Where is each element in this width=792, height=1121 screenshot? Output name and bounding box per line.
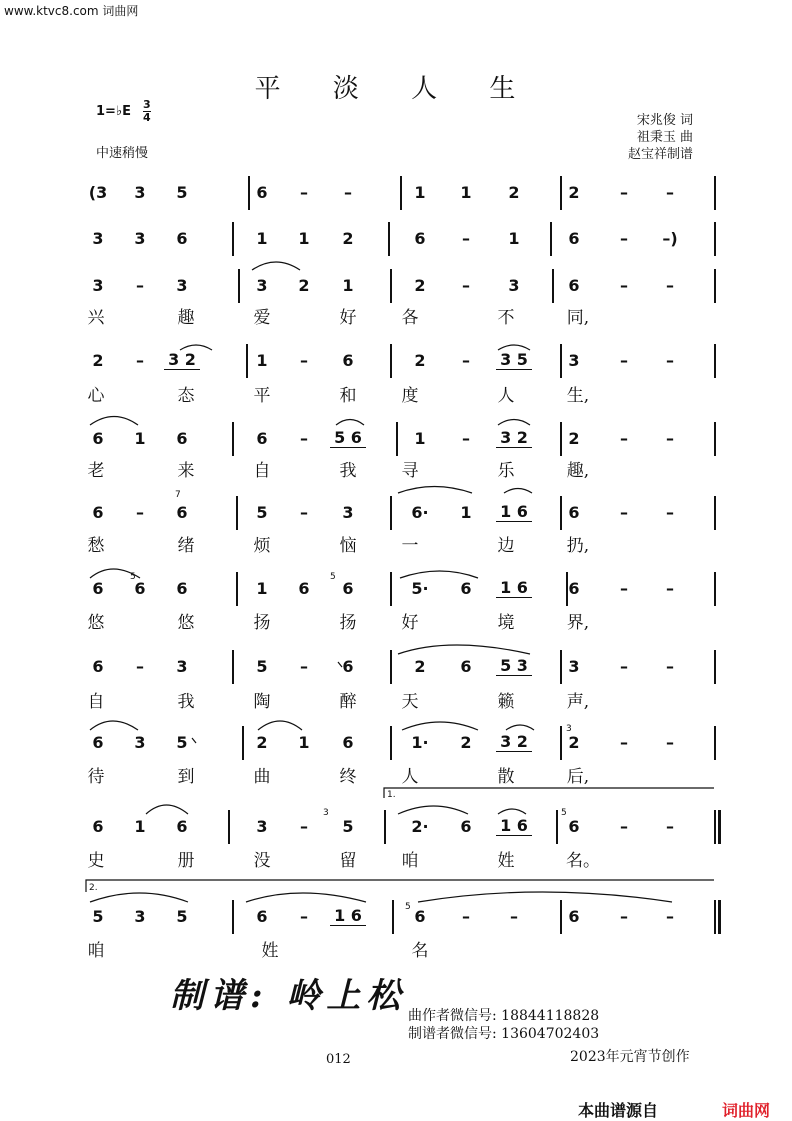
note: – xyxy=(666,503,674,522)
lyric: 爱 xyxy=(253,308,271,328)
lyric: 我 xyxy=(339,461,357,481)
slur xyxy=(498,345,530,350)
note: – xyxy=(620,276,628,295)
note: – xyxy=(136,276,144,295)
note: 1 xyxy=(256,229,268,248)
slur xyxy=(398,806,468,814)
lyric: 到 xyxy=(177,767,195,787)
grace-note: 5 xyxy=(561,808,567,818)
note: 2 xyxy=(460,733,472,752)
note: 6 xyxy=(342,733,354,752)
lyric: 没 xyxy=(253,851,271,871)
lyric: 度 xyxy=(401,386,419,406)
note: 3 xyxy=(342,503,354,522)
note: – xyxy=(300,907,308,926)
lyric: 人 xyxy=(497,386,515,406)
note: 2 xyxy=(414,657,426,676)
slur xyxy=(90,417,138,426)
lyric: 散 xyxy=(497,767,515,787)
note: 2 xyxy=(568,183,580,202)
note: 6 xyxy=(92,503,104,522)
lyric: 咱 xyxy=(87,941,105,961)
note: 2 xyxy=(342,229,354,248)
note: 6 xyxy=(176,817,188,836)
slur xyxy=(252,262,300,270)
note: 3 xyxy=(568,351,580,370)
note: 2 xyxy=(508,183,520,202)
note: – xyxy=(462,276,470,295)
lyric: 绪 xyxy=(177,536,195,556)
slur xyxy=(498,809,526,814)
composer-wechat: 曲作者微信号: 18844118828 xyxy=(408,1008,600,1024)
lyric: 我 xyxy=(177,692,195,712)
slur xyxy=(418,892,672,902)
note: 1 xyxy=(134,429,146,448)
note: 1 xyxy=(298,733,310,752)
note: 6 xyxy=(414,229,426,248)
note: 2 xyxy=(414,276,426,295)
note: – xyxy=(666,733,674,752)
note: 6 xyxy=(342,657,354,676)
lyric: 境 xyxy=(497,613,515,633)
breath-mark xyxy=(192,738,196,743)
lyric: 留 xyxy=(339,851,357,871)
grace-note: 5 xyxy=(405,902,411,912)
note: 1 6 xyxy=(496,579,532,598)
note: 6 xyxy=(176,229,188,248)
note: 5 xyxy=(176,907,188,926)
note: 6 xyxy=(460,817,472,836)
lyric: 态 xyxy=(177,386,195,406)
lyric: 后, xyxy=(566,767,590,787)
note: – xyxy=(620,817,628,836)
note: 6 xyxy=(256,429,268,448)
grace-note: 7 xyxy=(175,490,181,500)
note: 1 xyxy=(460,503,472,522)
lyric: 兴 xyxy=(87,308,105,328)
note: – xyxy=(620,351,628,370)
slur xyxy=(506,725,534,730)
note: 6 xyxy=(176,503,188,522)
lyric: 生, xyxy=(566,386,590,406)
slur xyxy=(398,645,530,654)
note: 3 xyxy=(256,817,268,836)
note: 2 xyxy=(568,733,580,752)
lyric: 名。 xyxy=(566,851,600,871)
note: 5 xyxy=(256,657,268,676)
note: 6 xyxy=(568,503,580,522)
lyric: 咱 xyxy=(401,851,419,871)
volta-2 xyxy=(86,880,714,892)
site-header: www.ktvc8.com 词曲网 xyxy=(4,4,139,18)
note: 2 xyxy=(92,351,104,370)
note: 3 xyxy=(92,229,104,248)
note: 6 xyxy=(92,817,104,836)
lyric: 天 xyxy=(401,692,419,712)
volta-1 xyxy=(384,788,714,798)
note: 3 2 xyxy=(496,733,532,752)
lyric: 史 xyxy=(87,851,105,871)
note: – xyxy=(300,351,308,370)
note: 6 xyxy=(568,229,580,248)
note: – xyxy=(136,503,144,522)
note: – xyxy=(666,429,674,448)
note: 1 6 xyxy=(330,907,366,926)
lyric: 醉 xyxy=(339,692,357,712)
note: 6 xyxy=(568,579,580,598)
slur xyxy=(90,721,138,730)
note: 5 3 xyxy=(496,657,532,676)
lyric: 陶 xyxy=(253,692,271,712)
slur xyxy=(180,345,212,350)
note: 6 xyxy=(568,907,580,926)
note: 3 2 xyxy=(496,429,532,448)
lyric: 一 xyxy=(401,536,419,556)
lyric: 自 xyxy=(253,461,271,481)
note: 3 xyxy=(176,276,188,295)
note: 3 xyxy=(256,276,268,295)
breath-mark xyxy=(338,662,342,667)
lyric: 扔, xyxy=(566,536,590,556)
lyric: 老 xyxy=(87,461,105,481)
grace-note: 3 xyxy=(566,724,572,734)
lyric: 扬 xyxy=(339,613,357,633)
slur xyxy=(336,420,364,426)
note: – xyxy=(510,907,518,926)
note: 2 xyxy=(256,733,268,752)
lyric: 名 xyxy=(411,941,429,961)
note: – xyxy=(462,429,470,448)
lyric: 来 xyxy=(177,461,195,481)
note: 1 6 xyxy=(496,817,532,836)
note: 5 xyxy=(256,503,268,522)
note: 3 xyxy=(508,276,520,295)
note: – xyxy=(300,183,308,202)
lyric: 烦 xyxy=(253,536,271,556)
note: 6 xyxy=(460,579,472,598)
note: 1 xyxy=(414,183,426,202)
slur xyxy=(146,805,188,814)
lyric: 悠 xyxy=(87,613,105,633)
slur xyxy=(400,571,478,578)
lyric: 人 xyxy=(401,767,419,787)
note: 2 xyxy=(298,276,310,295)
note: 2 xyxy=(414,351,426,370)
lyric: 好 xyxy=(401,613,419,633)
lyric: 愁 xyxy=(87,536,105,556)
note: 5 xyxy=(176,733,188,752)
slur xyxy=(246,893,366,902)
note: 5 6 xyxy=(330,429,366,448)
note: 3 2 xyxy=(164,351,200,370)
page-number: 012 xyxy=(326,1052,351,1067)
lyric: 声, xyxy=(566,692,590,712)
note: (3 xyxy=(88,183,108,202)
lyric: 终 xyxy=(339,767,357,787)
note: 3 xyxy=(134,733,146,752)
note: 6 xyxy=(342,351,354,370)
note: – xyxy=(620,229,628,248)
lyric: 趣 xyxy=(177,308,195,328)
note: 5· xyxy=(411,579,429,598)
lyric: 姓 xyxy=(261,941,279,961)
note: – xyxy=(666,907,674,926)
lyric: 自 xyxy=(87,692,105,712)
note: –) xyxy=(662,229,678,248)
note: 6 xyxy=(134,579,146,598)
grace-note: 5 xyxy=(330,572,336,582)
note: – xyxy=(620,183,628,202)
note: 6 xyxy=(568,817,580,836)
note: 1 xyxy=(460,183,472,202)
note: 6 xyxy=(92,429,104,448)
lyric: 边 xyxy=(497,536,515,556)
note: 6 xyxy=(256,907,268,926)
arranger-signature: 制谱: 岭上松 xyxy=(170,976,407,1016)
note: – xyxy=(136,351,144,370)
arranger-wechat: 制谱者微信号: 13604702403 xyxy=(408,1026,600,1042)
note: – xyxy=(620,657,628,676)
grace-note: 5 xyxy=(130,572,136,582)
lyric: 姓 xyxy=(497,851,515,871)
note: 5 xyxy=(92,907,104,926)
slur xyxy=(504,489,532,494)
slur xyxy=(258,721,302,730)
lyric: 待 xyxy=(87,767,105,787)
lyric: 悠 xyxy=(177,613,195,633)
note: – xyxy=(620,503,628,522)
note: 6 xyxy=(176,429,188,448)
lyric: 同, xyxy=(566,308,590,328)
lyric: 心 xyxy=(87,386,105,406)
note: – xyxy=(300,817,308,836)
note: – xyxy=(620,579,628,598)
note: – xyxy=(666,817,674,836)
slur xyxy=(402,722,478,730)
note: 6 xyxy=(92,657,104,676)
slur xyxy=(498,420,530,426)
note: 1 xyxy=(298,229,310,248)
lyric: 不 xyxy=(497,308,515,328)
lyricist: 宋兆俊 词 xyxy=(636,113,694,128)
note: – xyxy=(462,907,470,926)
composition-date: 2023年元宵节创作 xyxy=(570,1049,690,1065)
note: – xyxy=(666,276,674,295)
note: – xyxy=(620,733,628,752)
note: 6 xyxy=(342,579,354,598)
note: 3 xyxy=(568,657,580,676)
note: – xyxy=(300,429,308,448)
note: – xyxy=(136,657,144,676)
tempo-marking: 中速稍慢 xyxy=(96,146,149,161)
site-logo[interactable]: 词曲网 xyxy=(722,1101,771,1120)
lyric: 恼 xyxy=(339,536,357,556)
note: 3 xyxy=(92,276,104,295)
volta-label-1: 1. xyxy=(387,790,396,800)
composer: 祖秉玉 曲 xyxy=(636,130,694,145)
note: 6 xyxy=(568,276,580,295)
note: 1 xyxy=(134,817,146,836)
volta-label-2: 2. xyxy=(89,883,98,893)
note: 3 xyxy=(134,907,146,926)
note: 1 xyxy=(256,351,268,370)
note: 6 xyxy=(460,657,472,676)
lyric: 曲 xyxy=(253,767,271,787)
lyric: 界, xyxy=(566,613,590,633)
note: 6 xyxy=(176,579,188,598)
lyric: 各 xyxy=(401,308,419,328)
slur xyxy=(90,893,188,902)
lyric: 平 xyxy=(253,386,271,406)
note: 3 xyxy=(134,183,146,202)
note: – xyxy=(666,183,674,202)
note: – xyxy=(300,657,308,676)
note: 3 5 xyxy=(496,351,532,370)
note: 2· xyxy=(411,817,429,836)
note: 6 xyxy=(92,733,104,752)
note: – xyxy=(462,229,470,248)
meter-bottom: 4 xyxy=(143,111,151,124)
note: – xyxy=(666,579,674,598)
slur xyxy=(398,487,472,494)
page-title: 平 淡 人 生 xyxy=(254,74,538,104)
meter-top: 3 xyxy=(143,98,151,111)
note: – xyxy=(344,183,352,202)
key-signature: 1=♭E xyxy=(96,104,131,119)
lyric: 好 xyxy=(339,308,357,328)
note: 1 xyxy=(508,229,520,248)
note: 6· xyxy=(411,503,429,522)
lyric: 籁 xyxy=(497,692,515,712)
note: – xyxy=(666,351,674,370)
note: 3 xyxy=(134,229,146,248)
lyric: 扬 xyxy=(253,613,271,633)
note: – xyxy=(620,429,628,448)
source-note: 本曲谱源自 xyxy=(578,1101,659,1120)
lyric: 册 xyxy=(177,851,195,871)
note: 2 xyxy=(568,429,580,448)
note: 1 6 xyxy=(496,503,532,522)
note: 1 xyxy=(256,579,268,598)
grace-note: 3 xyxy=(323,808,329,818)
note: 5 xyxy=(342,817,354,836)
lyric: 趣, xyxy=(566,461,590,481)
lyric: 乐 xyxy=(497,461,515,481)
arranger: 赵宝祥制谱 xyxy=(628,147,694,162)
note: – xyxy=(620,907,628,926)
note: 1 xyxy=(342,276,354,295)
note: – xyxy=(300,503,308,522)
note: 6 xyxy=(414,907,426,926)
note: 5 xyxy=(176,183,188,202)
note: 3 xyxy=(176,657,188,676)
lyric: 和 xyxy=(339,386,357,406)
note: 6 xyxy=(256,183,268,202)
note: 1 xyxy=(414,429,426,448)
lyric: 寻 xyxy=(401,461,419,481)
note: 6 xyxy=(298,579,310,598)
note: 1· xyxy=(411,733,429,752)
note: – xyxy=(666,657,674,676)
note: 6 xyxy=(92,579,104,598)
note: – xyxy=(462,351,470,370)
